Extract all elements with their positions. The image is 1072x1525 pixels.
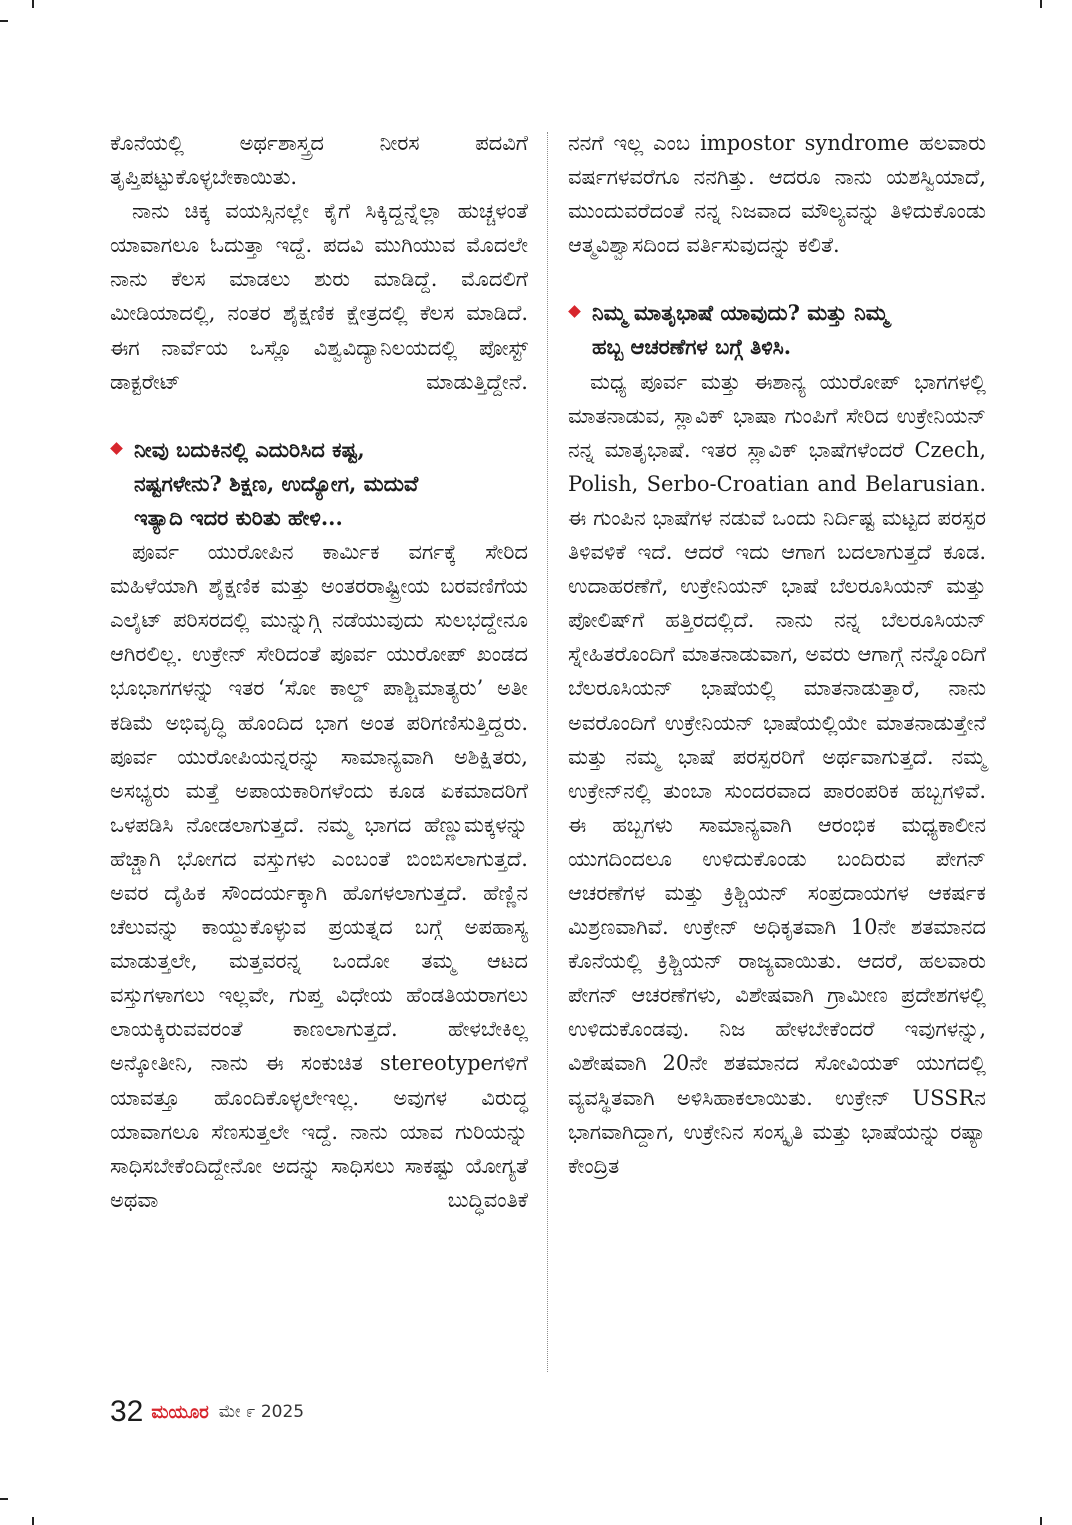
- question-line: ನೀವು ಬದುಕಿನಲ್ಲಿ ಎದುರಿಸಿದ ಕಷ್ಟ,: [110, 433, 528, 467]
- question-line: ನಷ್ಟಗಳೇನು? ಶಿಕ್ಷಣ, ಉದ್ಯೋಗ, ಮದುವೆ: [134, 470, 419, 496]
- question-mother-tongue: [568, 296, 986, 364]
- page-footer: [110, 1392, 304, 1432]
- right-column: [568, 126, 986, 1183]
- crop-mark-bottom-right: [1040, 1517, 1042, 1525]
- answer-hardships: ಪೂರ್ವ ಯುರೋಪಿನ ಕಾರ್ಮಿಕ ವರ್ಗಕ್ಕೆ ಸೇರಿದ ಮಹಿಳೆಯಾಗಿ ಶೈಕ್ಷಣಿಕ ಮತ್ತು ಅಂತರರಾಷ್ಟ್ರೀಯ ಬರವಣಿಗೆಯ ಎಲೈಟ್ ಪರಿಸರದಲ್ಲಿ ಮುನ್ನುಗ್ಗಿ ನಡೆಯುವುದು ಸುಲಭದ್ದೇನೂ ಆಗಿರಲಿಲ್ಲ. ಉಕ್ರೇನ್ ಸೇರಿದಂತೆ ಪೂರ್ವ ಯುರೋಪ್ ಖಂಡದ ಭೂಭಾಗಗಳನ್ನು ಇತರ ‘ಸೋ ಕಾಲ್ಡ್ ಪಾಶ್ಚಿಮಾತ್ಯರು’ ಅತೀ ಕಡಿಮೆ ಅಭಿವೃದ್ಧಿ ಹೊಂದಿದ ಭಾಗ ಅಂತ ಪರಿಗಣಿಸುತ್ತಿದ್ದರು. ಪೂರ್ವ ಯುರೋಪಿಯನ್ನರನ್ನು ಸಾಮಾನ್ಯವಾಗಿ ಅಶಿಕ್ಷಿತರು, ಅಸಭ್ಯರು ಮತ್ತೆ ಅಪಾಯಕಾರಿಗಳೆಂದು ಕೂಡ ಏಕಮಾದರಿಗೆ ಒಳಪಡಿಸಿ ನೋಡಲಾಗುತ್ತದೆ. ನಮ್ಮ ಭಾಗದ ಹೆಣ್ಣುಮಕ್ಕಳನ್ನು ಹೆಚ್ಚಾಗಿ ಭೋಗದ ವಸ್ತುಗಳು ಎಂಬಂತೆ ಬಿಂಬಿಸಲಾಗುತ್ತದೆ. ಅವರ ದೈಹಿಕ ಸೌಂದರ್ಯಕ್ಕಾಗಿ ಹೊಗಳಲಾಗುತ್ತದೆ. ಹೆಣ್ಣಿನ ಚೆಲುವನ್ನು ಕಾಯ್ದುಕೊಳ್ಳುವ ಪ್ರಯತ್ನದ ಬಗ್ಗೆ ಅಪಹಾಸ್ಯ ಮಾಡುತ್ತಲೇ, ಮತ್ತವರನ್ನ ಒಂದೋ ತಮ್ಮ ಆಟದ ವಸ್ತುಗಳಾಗಲು ಇಲ್ಲವೇ, ಗುಪ್ತ ವಿಧೇಯ ಹೆಂಡತಿಯರಾಗಲು ಲಾಯಕ್ಕಿರುವವರಂತೆ ಕಾಣಲಾಗುತ್ತದೆ. ಹೇಳಬೇಕಿಲ್ಲ ಅನ್ಕೋತೀನಿ, ನಾನು ಈ ಸಂಕುಚಿತ stereotypeಗಳಿಗೆ ಯಾವತ್ತೂ ಹೊಂದಿಕೊಳ್ಳಲೇಇಲ್ಲ. ಅವುಗಳ ವಿರುದ್ಧ ಯಾವಾಗಲೂ ಸೆಣಸುತ್ತಲೇ ಇದ್ದೆ. ನಾನು ಯಾವ ಗುರಿಯನ್ನು ಸಾಧಿಸಬೇಕೆಂದಿದ್ದೇನೋ ಅದನ್ನು ಸಾಧಿಸಲು ಸಾಕಷ್ಟು ಯೋಗ್ಯತೆ ಅಥವಾ ಬುದ್ಧಿವಂತಿಕೆ: [110, 540, 528, 1212]
- issue-date: ಮೇ ೯ 2025: [218, 1402, 305, 1422]
- question-line: ನಿಮ್ಮ ಮಾತೃಭಾಷೆ ಯಾವುದು? ಮತ್ತು ನಿಮ್ಮ: [568, 296, 986, 330]
- question-line: ಇತ್ಯಾದಿ ಇದರ ಕುರಿತು ಹೇಳಿ...: [134, 504, 343, 530]
- crop-mark-left-bottom: [0, 1498, 8, 1500]
- crop-mark-left-top: [0, 20, 8, 22]
- question-line: ಹಬ್ಬ ಆಚರಣೆಗಳ ಬಗ್ಗೆ ತಿಳಿಸಿ.: [592, 334, 792, 360]
- answer-mother-tongue: ಮಧ್ಯ ಪೂರ್ವ ಮತ್ತು ಈಶಾನ್ಯ ಯುರೋಪ್ ಭಾಗಗಳಲ್ಲಿ ಮಾತನಾಡುವ, ಸ್ಲಾವಿಕ್ ಭಾಷಾ ಗುಂಪಿಗೆ ಸೇರಿದ ಉಕ್ರೇನಿಯನ್ ನನ್ನ ಮಾತೃಭಾಷೆ. ಇತರ ಸ್ಲಾವಿಕ್ ಭಾಷೆಗಳೆಂದರೆ Czech, Polish, Serbo-Croatian and Belarusian. ಈ ಗುಂಪಿನ ಭಾಷೆಗಳ ನಡುವೆ ಒಂದು ನಿರ್ದಿಷ್ಟ ಮಟ್ಟದ ಪರಸ್ಪರ ತಿಳಿವಳಿಕೆ ಇದೆ. ಆದರೆ ಇದು ಆಗಾಗ ಬದಲಾಗುತ್ತದೆ ಕೂಡ. ಉದಾಹರಣೆಗೆ, ಉಕ್ರೇನಿಯನ್ ಭಾಷೆ ಬೆಲರೂಸಿಯನ್ ಮತ್ತು ಪೋಲಿಷ್‌ಗೆ ಹತ್ತಿರದಲ್ಲಿದೆ. ನಾನು ನನ್ನ ಬೆಲರೂಸಿಯನ್ ಸ್ನೇಹಿತರೊಂದಿಗೆ ಮಾತನಾಡುವಾಗ, ಅವರು ಆಗಾಗ್ಗೆ ನನ್ನೊಂದಿಗೆ ಬೆಲರೂಸಿಯನ್ ಭಾಷೆಯಲ್ಲಿ ಮಾತನಾಡುತ್ತಾರೆ, ನಾನು ಅವರೊಂದಿಗೆ ಉಕ್ರೇನಿಯನ್ ಭಾಷೆಯಲ್ಲಿಯೇ ಮಾತನಾಡುತ್ತೇನೆ ಮತ್ತು ನಮ್ಮ ಭಾಷೆ ಪರಸ್ಪರರಿಗೆ ಅರ್ಥವಾಗುತ್ತದೆ. ನಮ್ಮ ಉಕ್ರೇನ್‌ನಲ್ಲಿ ತುಂಬಾ ಸುಂದರವಾದ ಪಾರಂಪರಿಕ ಹಬ್ಬಗಳಿವೆ. ಈ ಹಬ್ಬಗಳು ಸಾಮಾನ್ಯವಾಗಿ ಆರಂಭಿಕ ಮಧ್ಯಕಾಲೀನ ಯುಗದಿಂದಲೂ ಉಳಿದುಕೊಂಡು ಬಂದಿರುವ ಪೇಗನ್ ಆಚರಣೆಗಳ ಮತ್ತು ಕ್ರಿಶ್ಚಿಯನ್ ಸಂಪ್ರದಾಯಗಳ ಆಕರ್ಷಕ ಮಿಶ್ರಣವಾಗಿವೆ. ಉಕ್ರೇನ್ ಅಧಿಕೃತವಾಗಿ 10ನೇ ಶತಮಾನದ ಕೊನೆಯಲ್ಲಿ ಕ್ರಿಶ್ಚಿಯನ್ ರಾಜ್ಯವಾಯಿತು. ಆದರೆ, ಹಲವಾರು ಪೇಗನ್ ಆಚರಣೆಗಳು, ವಿಶೇಷವಾಗಿ ಗ್ರಾಮೀಣ ಪ್ರದೇಶಗಳಲ್ಲಿ ಉಳಿದುಕೊಂಡವು. ನಿಜ ಹೇಳಬೇಕೆಂದರೆ ಇವುಗಳನ್ನು, ವಿಶೇಷವಾಗಿ 20ನೇ ಶತಮಾನದ ಸೋವಿಯತ್ ಯುಗದಲ್ಲಿ ವ್ಯವಸ್ಥಿತವಾಗಿ ಅಳಿಸಿಹಾಕಲಾಯಿತು. ಉಕ್ರೇನ್ USSRನ ಭಾಗವಾಗಿದ್ದಾಗ, ಉಕ್ರೇನಿನ ಸಂಸ್ಕೃತಿ ಮತ್ತು ಭಾಷೆಯನ್ನು ರಷ್ಯಾ ಕೇಂದ್ರಿತ: [568, 369, 986, 1178]
- column-divider: [547, 132, 548, 1372]
- left-column: [110, 126, 528, 1217]
- crop-mark-top-left: [32, 0, 34, 8]
- crop-mark-bottom-left: [32, 1517, 34, 1525]
- diamond-bullet-icon: [568, 306, 581, 319]
- paragraph-degree: ಕೊನೆಯಲ್ಲಿ ಅರ್ಥಶಾಸ್ತ್ರದ ನೀರಸ ಪದವಿಗೆ ತೃಪ್ತಿಪಟ್ಟುಕೊಳ್ಳಬೇಕಾಯಿತು.: [110, 131, 528, 190]
- paragraph-impostor: ನನಗೆ ಇಲ್ಲ ಎಂಬ impostor syndrome ಹಲವಾರು ವರ್ಷಗಳವರೆಗೂ ನನಗಿತ್ತು. ಆದರೂ ನಾನು ಯಶಸ್ವಿಯಾದೆ, ಮುಂದುವರೆದಂತೆ ನನ್ನ ನಿಜವಾದ ಮೌಲ್ಯವನ್ನು ತಿಳಿದುಕೊಂಡು ಆತ್ಮವಿಶ್ವಾಸದಿಂದ ವರ್ತಿಸುವುದನ್ನು ಕಲಿತೆ.: [568, 131, 986, 258]
- paragraph-career: ನಾನು ಚಿಕ್ಕ ವಯಸ್ಸಿನಲ್ಲೇ ಕೈಗೆ ಸಿಕ್ಕಿದ್ದನ್ನೆಲ್ಲಾ ಹುಚ್ಚಳಂತೆ ಯಾವಾಗಲೂ ಓದುತ್ತಾ ಇದ್ದೆ. ಪದವಿ ಮುಗಿಯುವ ಮೊದಲೇ ನಾನು ಕೆಲಸ ಮಾಡಲು ಶುರು ಮಾಡಿದ್ದೆ. ಮೊದಲಿಗೆ ಮೀಡಿಯಾದಲ್ಲಿ, ನಂತರ ಶೈಕ್ಷಣಿಕ ಕ್ಷೇತ್ರದಲ್ಲಿ ಕೆಲಸ ಮಾಡಿದೆ. ಈಗ ನಾರ್ವೆಯ ಒಸ್ಲೊ ವಿಶ್ವವಿದ್ಯಾನಿಲಯದಲ್ಲಿ ಪೋಸ್ಟ್ ಡಾಕ್ಟರೇಟ್ ಮಾಡುತ್ತಿದ್ದೇನೆ.: [110, 199, 528, 394]
- magazine-logo: ಮಯೂರ: [151, 1401, 209, 1423]
- diamond-bullet-icon: [110, 442, 123, 455]
- question-hardships: [110, 433, 528, 535]
- crop-mark-top-right: [1040, 0, 1042, 8]
- spacer: [568, 262, 986, 296]
- spacer: [110, 399, 528, 433]
- page-number: 32: [110, 1395, 144, 1428]
